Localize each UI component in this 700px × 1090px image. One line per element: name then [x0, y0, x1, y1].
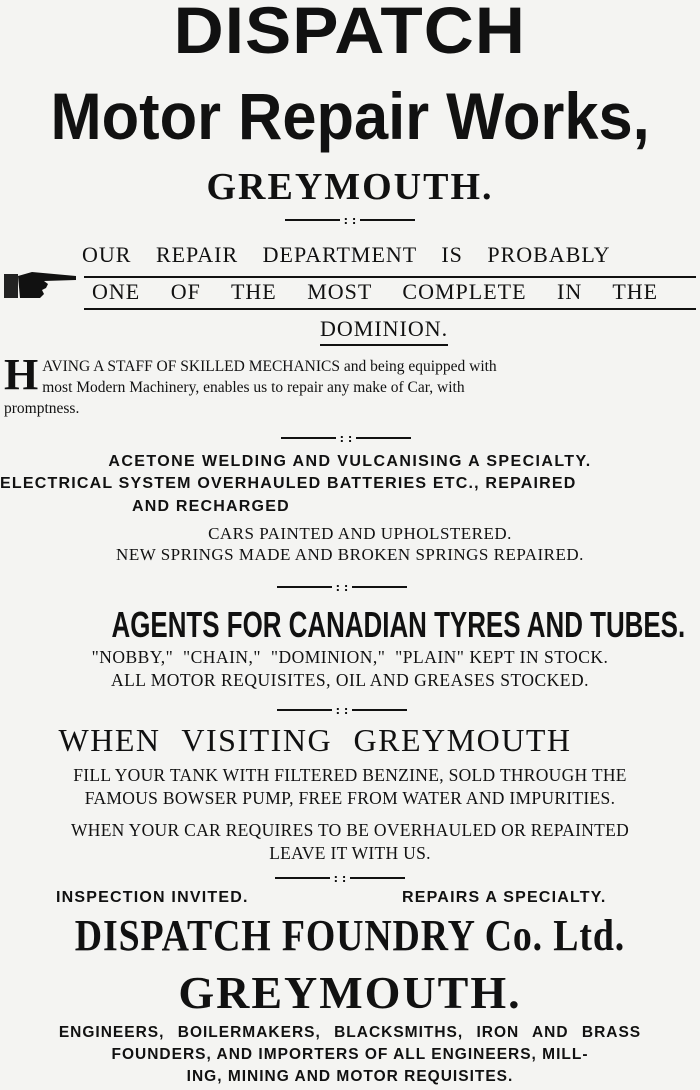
- visiting-line-3: WHEN YOUR CAR REQUIRES TO BE OVERHAULED OR REPAINTED: [70, 820, 630, 840]
- tyre-kinds-line: "NOBBY," "CHAIN," "DOMINION," "PLAIN" KEPT IN STOCK.: [91, 647, 609, 667]
- separator: : :: [272, 581, 412, 593]
- repair-line-2: ONE OF THE MOST COMPLETE IN THE: [92, 279, 659, 304]
- visiting-heading: WHEN VISITING GREYMOUTH: [58, 722, 572, 758]
- inspection-invited: INSPECTION INVITED.: [56, 889, 249, 906]
- separator: : :: [280, 214, 420, 226]
- pointing-hand-icon: [2, 268, 78, 302]
- welding-line: ACETONE WELDING AND VULCANISING A SPECIALTY.: [108, 453, 592, 470]
- drop-cap: H: [4, 350, 39, 399]
- agents-heading: AGENTS FOR CANADIAN TYRES AND TUBES.: [111, 604, 686, 645]
- visiting-line-1: FILL YOUR TANK WITH FILTERED BENZINE, SOLD THROUGH THE: [73, 765, 627, 785]
- repair-line-3: DOMINION.: [320, 316, 448, 346]
- footer-town: GREYMOUTH.: [178, 967, 522, 1018]
- requisites-line: ALL MOTOR REQUISITES, OIL AND GREASES STOCKED.: [110, 670, 590, 690]
- separator: : :: [272, 704, 412, 716]
- repair-underline-2: [84, 308, 696, 310]
- company-name: DISPATCH FOUNDRY Co. Ltd.: [74, 911, 626, 960]
- electrical-line-2: AND RECHARGED: [132, 498, 290, 515]
- repair-underline-1: [84, 276, 696, 278]
- ad-subtitle: Motor Repair Works,: [50, 79, 650, 153]
- repair-line-1: OUR REPAIR DEPARTMENT IS PROBABLY: [82, 242, 611, 267]
- trades-line-2: FOUNDERS, AND IMPORTERS OF ALL ENGINEERS, MILL-: [111, 1046, 589, 1063]
- trades-line-3: ING, MINING AND MOTOR REQUISITES.: [186, 1068, 514, 1085]
- springs-line: NEW SPRINGS MADE AND BROKEN SPRINGS REPAIRED.: [116, 545, 584, 564]
- electrical-line-1: ELECTRICAL SYSTEM OVERHAULED BATTERIES ETC., REPAIRED: [0, 475, 577, 492]
- staff-paragraph: [4, 350, 698, 419]
- staff-line-3: promptness.: [4, 400, 80, 417]
- visiting-line-2: FAMOUS BOWSER PUMP, FREE FROM WATER AND IMPURITIES.: [84, 788, 616, 808]
- separator: : :: [276, 432, 416, 444]
- ad-title: DISPATCH: [173, 0, 527, 67]
- repairs-specialty: REPAIRS A SPECIALTY.: [402, 889, 607, 906]
- staff-line-2: most Modern Machinery, enables us to repair any make of Car, with: [42, 379, 465, 396]
- painted-line: CARS PAINTED AND UPHOLSTERED.: [208, 524, 512, 543]
- separator: : :: [270, 872, 410, 884]
- staff-line-1: AVING A STAFF OF SKILLED MECHANICS and being equipped with: [42, 358, 497, 375]
- header-town: GREYMOUTH.: [206, 166, 494, 208]
- trades-line-1: ENGINEERS, BOILERMAKERS, BLACKSMITHS, IRON AND BRASS: [58, 1024, 642, 1041]
- visiting-line-4: LEAVE IT WITH US.: [269, 843, 431, 863]
